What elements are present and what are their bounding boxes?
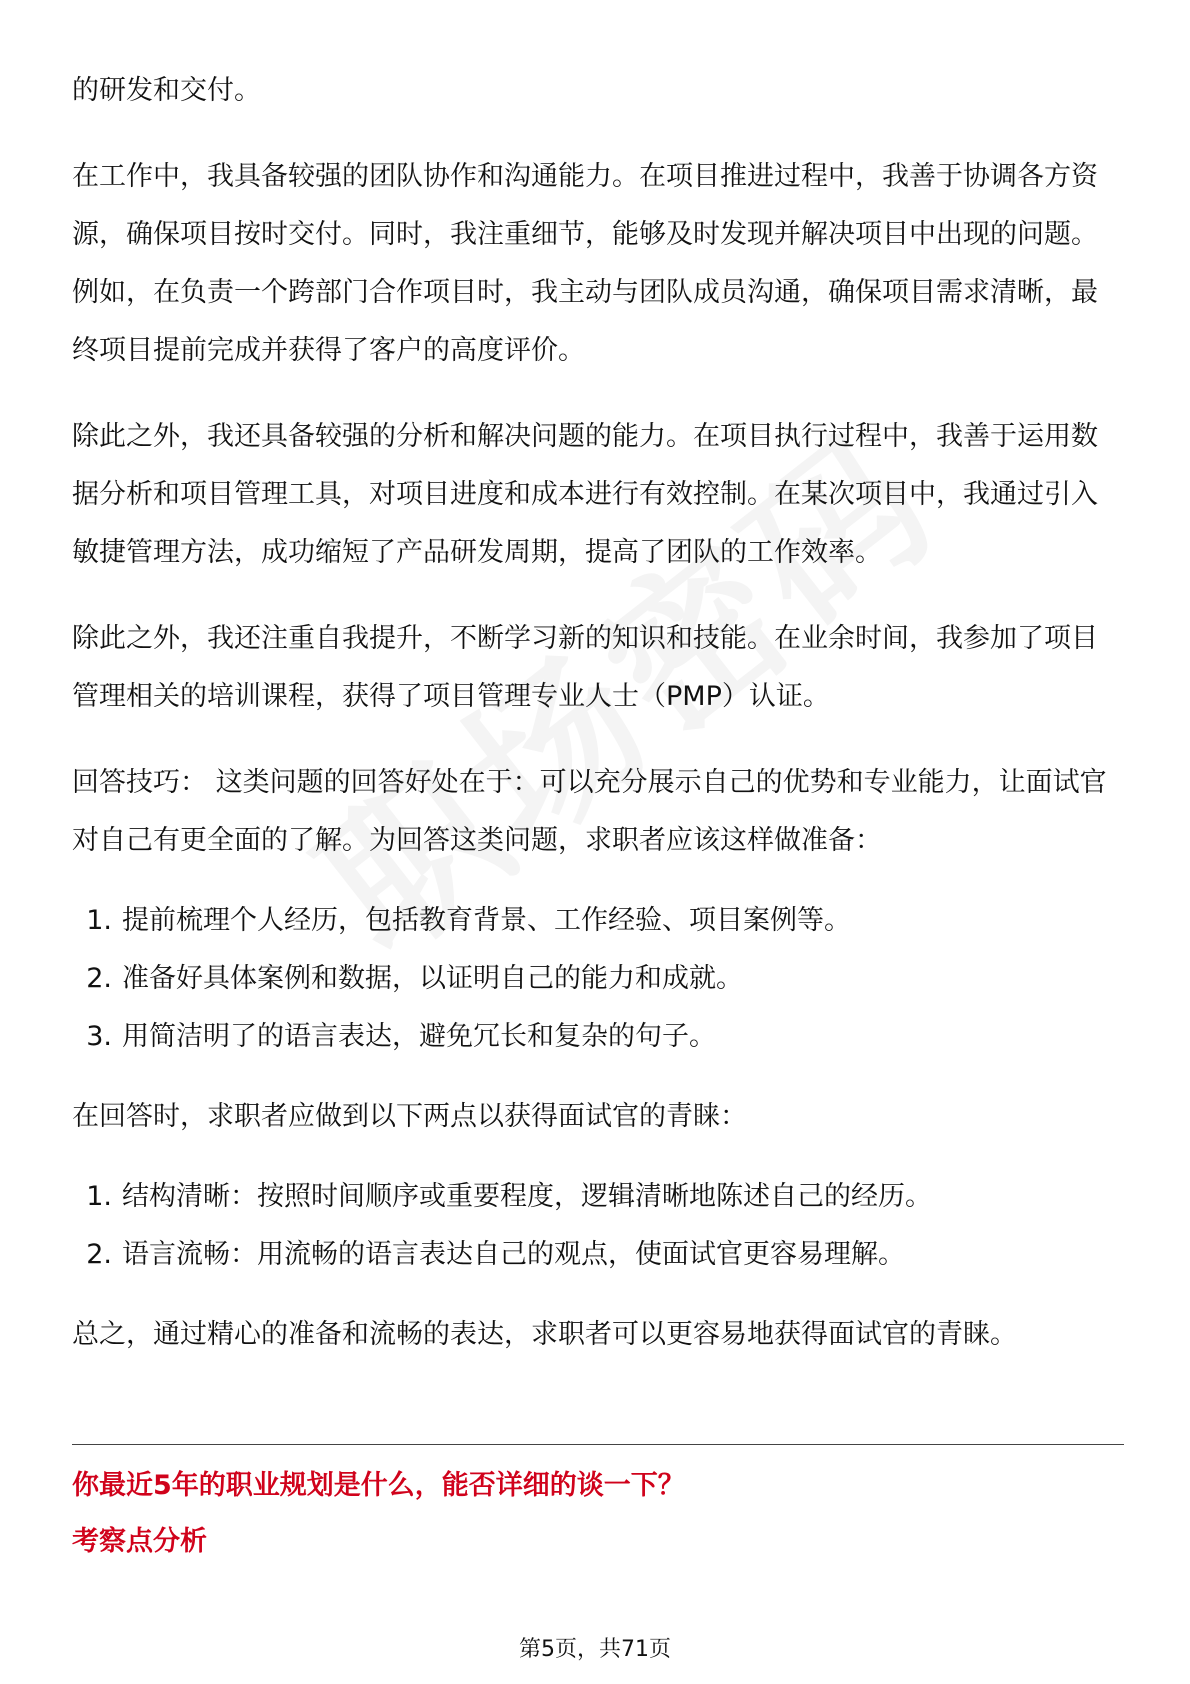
paragraph-analysis: 除此之外，我还具备较强的分析和解决问题的能力。在项目执行过程中，我善于运用数据分析和项目管理工具，对项目进度和成本进行有效控制。在某次项目中，我通过引入敏捷管理方法，成功缩短了产品研发周期，提高了团队的工作效率。 — [72, 421, 1098, 568]
list-item-number: 3. — [86, 1021, 112, 1052]
question-title: 你最近5年的职业规划是什么，能否详细的谈一下？ — [72, 1470, 685, 1501]
paragraph-answer-points: 在回答时，求职者应做到以下两点以获得面试官的青睐： — [72, 1101, 747, 1132]
list-item-text: 提前梳理个人经历，包括教育背景、工作经验、项目案例等。 — [122, 905, 851, 936]
paragraph-teamwork: 在工作中，我具备较强的团队协作和沟通能力。在项目推进过程中，我善于协调各方资源，确保项目按时交付。同时，我注重细节，能够及时发现并解决项目中出现的问题。例如，在负责一个跨部门合作项目时，我主动与团队成员沟通，确保项目需求清晰，最终项目提前完成并获得了客户的高度评价。 — [72, 161, 1098, 366]
list-item-text: 语言流畅：用流畅的语言表达自己的观点，使面试官更容易理解。 — [122, 1239, 905, 1270]
list-item-number: 2. — [86, 963, 112, 994]
paragraph-self-improvement: 除此之外，我还注重自我提升，不断学习新的知识和技能。在业余时间，我参加了项目管理相关的培训课程，获得了项目管理专业人士（PMP）认证。 — [72, 623, 1098, 712]
page-number: 第5页，共71页 — [519, 1637, 671, 1662]
paragraph-conclusion: 总之，通过精心的准备和流畅的表达，求职者可以更容易地获得面试官的青睐。 — [72, 1319, 1017, 1350]
list-item-number: 2. — [86, 1239, 112, 1270]
document-body — [72, 62, 1122, 1364]
list-item-text: 结构清晰：按照时间顺序或重要程度，逻辑清晰地陈述自己的经历。 — [122, 1181, 932, 1212]
list-item-number: 1. — [86, 1181, 112, 1212]
question-subtitle: 考察点分析 — [72, 1526, 207, 1557]
list-item — [72, 950, 1122, 1008]
list-item — [72, 1168, 1122, 1226]
paragraph-continuation: 的研发和交付。 — [72, 75, 261, 106]
list-item — [72, 1226, 1122, 1284]
paragraph-answer-tips: 回答技巧： 这类问题的回答好处在于：可以充分展示自己的优势和专业能力，让面试官对自己有更全面的了解。为回答这类问题，求职者应该这样做准备： — [72, 767, 1107, 856]
answer-points-list — [72, 1168, 1122, 1284]
list-item — [72, 1008, 1122, 1066]
list-item — [72, 892, 1122, 950]
section-divider — [72, 1444, 1124, 1445]
list-item-text: 准备好具体案例和数据，以证明自己的能力和成就。 — [122, 963, 743, 994]
preparation-list — [72, 892, 1122, 1066]
list-item-number: 1. — [86, 905, 112, 936]
list-item-text: 用简洁明了的语言表达，避免冗长和复杂的句子。 — [122, 1021, 716, 1052]
